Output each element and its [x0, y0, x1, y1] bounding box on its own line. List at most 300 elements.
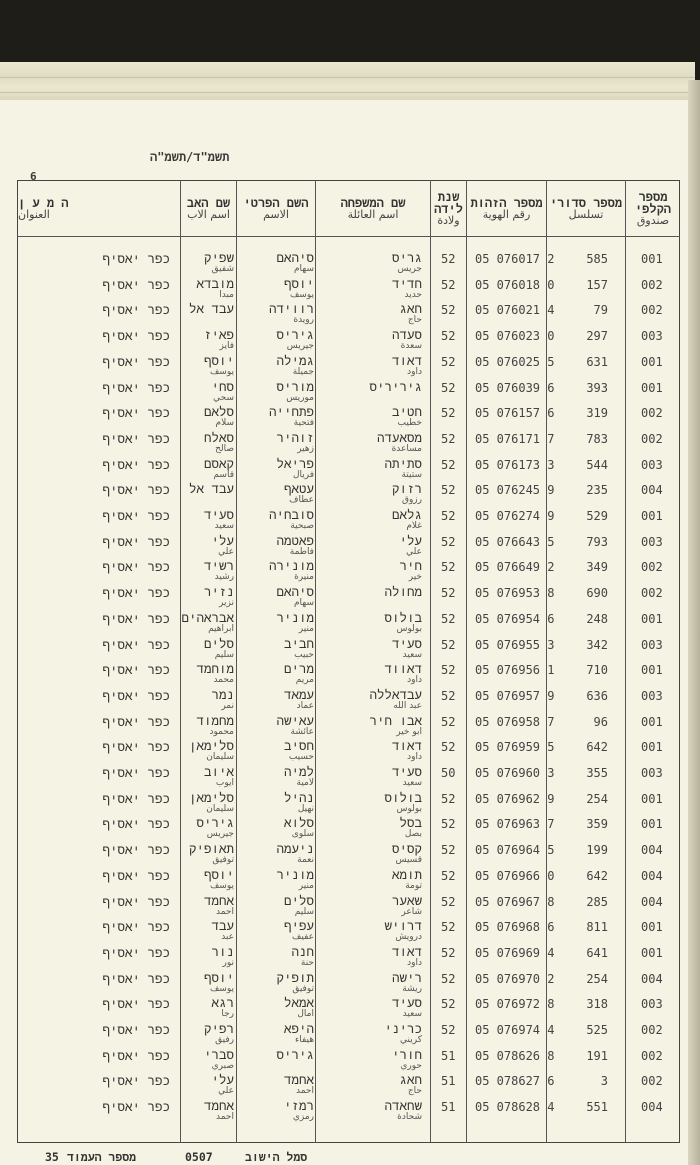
family-name-ar: كريني — [400, 1035, 422, 1045]
first-name-he: מוריס — [276, 378, 314, 394]
serial-number: 319 — [586, 406, 608, 421]
father-name-ar: محمود — [209, 726, 234, 737]
table-row — [17, 428, 680, 454]
box-number: 002 — [641, 303, 663, 318]
box-number: 002 — [641, 277, 663, 292]
family-name-ar: جريس — [397, 264, 422, 274]
header-he-label: מספר הזהות — [470, 196, 543, 210]
father-name-he: יוסף — [203, 969, 234, 985]
id-number: 05 076649 2 — [475, 560, 555, 575]
birth-year: 52 — [441, 406, 456, 421]
father-name-he: רפיק — [203, 1021, 234, 1036]
family-name-he: חיר — [399, 558, 422, 574]
family-name-ar: رزوق — [401, 495, 422, 506]
father-name-ar: عبد — [221, 932, 234, 943]
first-name-he: מוניר — [276, 866, 314, 882]
birth-year: 52 — [441, 714, 456, 729]
birth-year: 51 — [441, 1074, 456, 1089]
first-name-he: מוניר — [276, 609, 314, 625]
address: כפר יאסיף — [102, 636, 170, 652]
family-name-ar: بولوس — [396, 623, 422, 634]
address: כפר יאסיף — [102, 842, 170, 858]
birth-year: 52 — [441, 611, 456, 626]
birth-year: 52 — [441, 971, 456, 986]
id-number: 05 076974 4 — [475, 1023, 555, 1037]
birth-year: 52 — [441, 586, 456, 601]
family-name-he: מסאעדה — [376, 429, 422, 445]
id-number: 05 076245 9 — [475, 483, 555, 498]
box-number: 003 — [641, 534, 663, 549]
column-header-first — [237, 183, 315, 235]
family-name-he: סעיד — [391, 995, 422, 1011]
father-name-he: נמר — [211, 686, 234, 702]
family-name-he: סעדה — [391, 327, 422, 343]
id-number: 05 076956 1 — [475, 663, 555, 678]
serial-number: 642 — [586, 868, 608, 883]
birth-year: 52 — [441, 637, 456, 652]
serial-number: 793 — [586, 534, 608, 549]
family-name-he: רזוק — [391, 481, 422, 497]
id-number: 05 076018 0 — [475, 277, 555, 292]
table-row — [17, 993, 680, 1019]
id-number: 05 076966 0 — [475, 868, 555, 883]
family-name-he: דאוד — [391, 738, 422, 754]
table-row — [17, 531, 680, 557]
serial-number: 585 — [586, 252, 608, 266]
family-name-ar: سعيد — [402, 778, 422, 788]
first-name-he: סלוא — [283, 815, 314, 831]
id-number: 05 076969 4 — [475, 945, 555, 960]
family-name-he: עבדאללה — [369, 686, 422, 702]
id-number: 05 076017 2 — [475, 252, 555, 266]
first-name-he: תופיק — [276, 969, 314, 985]
family-name-he: גיריריס — [369, 378, 422, 394]
box-number: 001 — [641, 509, 663, 523]
id-number: 05 076963 7 — [475, 817, 555, 832]
first-name-ar: حنة — [300, 957, 314, 968]
first-name-he: עאישה — [276, 712, 314, 728]
birth-year: 52 — [441, 509, 456, 523]
header-he-label: מספר הקלפי — [634, 190, 671, 216]
first-name-he: פאטמה — [276, 532, 314, 548]
table-row — [17, 968, 680, 994]
serial-number: 254 — [586, 791, 608, 806]
birth-year: 52 — [441, 303, 456, 318]
birth-year: 52 — [441, 252, 456, 266]
family-name-he: סתיתה — [384, 455, 422, 471]
first-name-ar: موريس — [286, 392, 314, 403]
first-name-he: מרים — [283, 661, 314, 677]
box-number: 001 — [641, 354, 663, 369]
family-name-he: חאג — [399, 301, 422, 317]
footer-page-label: מספר העמוד — [67, 1150, 137, 1164]
family-name-ar: ستيتة — [401, 469, 422, 480]
father-name-he: אחמד — [203, 892, 234, 908]
box-number: 003 — [641, 457, 663, 472]
first-name-ar: نهيل — [297, 803, 314, 814]
family-name-he: קסיס — [391, 841, 422, 857]
id-number: 05 076954 6 — [475, 611, 555, 626]
serial-number: 529 — [586, 509, 608, 523]
first-name-ar: عماد — [296, 700, 314, 711]
table-row — [17, 634, 680, 660]
serial-number: 157 — [586, 277, 608, 292]
first-name-he: פריאל — [276, 455, 314, 471]
family-name-ar: داود — [407, 752, 422, 763]
box-number: 003 — [641, 637, 663, 652]
family-name-ar: حوري — [400, 1060, 422, 1071]
father-name-he: רשיד — [203, 558, 234, 574]
birth-year: 52 — [441, 920, 456, 935]
address: כפר יאסיף — [102, 867, 170, 883]
father-name-he: רגא — [211, 995, 234, 1011]
first-name-he: יוסף — [283, 275, 314, 291]
column-header-address — [18, 183, 180, 235]
father-name-ar: توفيق — [212, 855, 234, 866]
father-name-ar: يوسف — [209, 983, 234, 994]
family-name-ar: درويش — [395, 932, 422, 943]
address: כפר יאסיף — [102, 276, 170, 292]
serial-number: 96 — [593, 714, 608, 729]
table-row — [17, 556, 680, 582]
father-name-ar: سليمان — [206, 752, 234, 763]
id-number: 05 078627 6 — [475, 1074, 555, 1089]
table-row — [17, 736, 680, 762]
father-name-ar: فايز — [219, 341, 234, 352]
father-name-he: סאלח — [203, 429, 234, 445]
first-name-he: גמילה — [276, 352, 314, 368]
father-name-ar: سحي — [213, 392, 234, 403]
serial-number: 359 — [586, 817, 608, 832]
address: כפר יאסיף — [102, 1073, 170, 1089]
family-name-ar: خير — [408, 572, 422, 583]
father-name-ar: سلام — [215, 418, 234, 429]
column-header-serial — [547, 183, 625, 235]
header-ar-label: العنوان — [18, 208, 50, 221]
birth-year: 52 — [441, 534, 456, 549]
father-name-ar: سعيد — [214, 521, 234, 531]
first-name-ar: فاطمة — [289, 546, 314, 557]
box-number: 001 — [641, 714, 663, 729]
serial-number: 544 — [586, 457, 608, 472]
serial-number: 235 — [586, 483, 608, 498]
first-name-he: סיהאם — [276, 584, 314, 600]
address: כפר יאסיף — [102, 405, 170, 421]
father-name-he: אחמד — [203, 1098, 234, 1114]
box-number: 001 — [641, 380, 663, 395]
address: כפר יאסיף — [102, 1047, 170, 1063]
birth-year: 51 — [441, 1048, 456, 1063]
box-number: 003 — [641, 329, 663, 344]
family-name-he: דאוד — [391, 943, 422, 959]
first-name-he: סלים — [283, 892, 314, 908]
father-name-ar: محمد — [213, 675, 234, 686]
father-name-ar: يوسف — [209, 880, 234, 891]
family-name-ar: سعدة — [400, 341, 422, 352]
address: כפר יאסיף — [102, 816, 170, 832]
family-name-he: תומא — [391, 866, 422, 882]
id-number: 05 076025 5 — [475, 354, 555, 369]
serial-number: 631 — [586, 354, 608, 369]
birth-year: 52 — [441, 457, 456, 472]
table-row — [17, 505, 680, 531]
table-row — [17, 1070, 680, 1096]
family-name-ar: قسيس — [395, 855, 422, 866]
serial-number: 690 — [586, 586, 608, 601]
first-name-he: פתחייה — [268, 404, 314, 420]
family-name-ar: حاج — [407, 315, 422, 326]
header-ar-label: الاسم — [263, 208, 289, 221]
address: כפר יאסיף — [102, 585, 170, 601]
first-name-ar: يوسف — [289, 289, 314, 300]
column-header-id — [467, 183, 546, 235]
birth-year: 52 — [441, 843, 456, 858]
family-name-ar: ريشة — [402, 983, 422, 994]
table-row — [17, 299, 680, 325]
father-name-he: פאיז — [203, 327, 234, 343]
serial-number: 783 — [586, 431, 608, 446]
father-name-ar: علي — [218, 546, 234, 557]
first-name-ar: منيرة — [294, 572, 314, 583]
birth-year: 52 — [441, 277, 456, 292]
address: כפר יאסיף — [102, 996, 170, 1012]
first-name-ar: مريم — [295, 675, 314, 686]
father-name-he: סלימאן — [188, 789, 234, 805]
table-row — [17, 1096, 680, 1122]
box-number: 001 — [641, 740, 663, 755]
address: כפר יאסיף — [102, 482, 170, 498]
first-name-ar: زهير — [297, 443, 314, 454]
table-row — [17, 479, 680, 505]
address: כפר יאסיף — [102, 328, 170, 344]
serial-number: 199 — [586, 843, 608, 858]
id-number: 05 076970 2 — [475, 971, 555, 986]
serial-number: 710 — [586, 663, 608, 678]
first-name-he: היפא — [283, 1021, 314, 1036]
father-name-ar: ابراهيم — [208, 623, 234, 634]
serial-number: 3 — [600, 1074, 608, 1089]
serial-number: 349 — [586, 560, 608, 575]
table-row — [17, 659, 680, 685]
father-name-he: נור — [211, 943, 234, 959]
id-number: 05 078626 8 — [475, 1048, 555, 1063]
id-number: 05 076643 5 — [475, 534, 555, 549]
address: כפר יאסיף — [102, 893, 170, 909]
column-header-father — [181, 183, 236, 235]
first-name-he: עטאף — [283, 481, 314, 497]
first-name-ar: سهام — [293, 264, 314, 274]
table-row — [17, 788, 680, 814]
first-name-he: אחמד — [283, 1072, 314, 1088]
box-number: 004 — [641, 843, 663, 858]
address: כפר יאסיף — [102, 559, 170, 575]
table-row — [17, 711, 680, 737]
footer-page-value: 35 — [45, 1150, 59, 1164]
family-name-he: דרויש — [384, 918, 422, 934]
serial-number: 254 — [586, 971, 608, 986]
father-name-ar: ايوب — [215, 778, 234, 788]
family-name-ar: سعيد — [402, 1009, 422, 1020]
header-divider — [17, 236, 680, 237]
address: כפר יאסיף — [102, 765, 170, 780]
table-row — [17, 351, 680, 377]
table-row — [17, 248, 680, 274]
birth-year: 52 — [441, 945, 456, 960]
father-name-he: מובדא — [196, 275, 234, 291]
family-name-he: סעיד — [391, 635, 422, 651]
first-name-ar: عفيف — [292, 932, 314, 943]
serial-number: 285 — [586, 894, 608, 909]
serial-number: 318 — [586, 997, 608, 1012]
box-number: 001 — [641, 817, 663, 832]
address: כפר יאסיף — [102, 919, 170, 935]
serial-number: 191 — [586, 1048, 608, 1063]
box-number: 002 — [641, 406, 663, 421]
father-name-he: עבד — [211, 918, 234, 934]
table-row — [17, 582, 680, 608]
address: כפר יאסיף — [102, 508, 170, 523]
id-number: 05 076967 8 — [475, 894, 555, 909]
family-name-ar: شحادة — [397, 1112, 422, 1123]
header-ar-label: اسم العائلة — [347, 208, 399, 221]
address: כפר יאסיף — [102, 610, 170, 626]
first-name-he: סובחיה — [268, 507, 314, 522]
first-name-ar: رويدة — [293, 315, 314, 326]
box-number: 001 — [641, 663, 663, 678]
table-row — [17, 1045, 680, 1071]
family-name-he: דאווד — [384, 661, 422, 677]
address: כפר יאסיף — [102, 970, 170, 986]
id-number: 05 076955 3 — [475, 637, 555, 652]
box-number: 003 — [641, 688, 663, 703]
serial-number: 79 — [593, 303, 608, 318]
first-name-he: מונירה — [268, 558, 314, 574]
header-he-label: שם האב — [186, 196, 231, 210]
id-number: 05 076958 7 — [475, 714, 555, 729]
family-name-ar: سعيد — [402, 649, 422, 660]
father-name-he: עלי — [211, 532, 234, 548]
id-number: 05 076173 3 — [475, 457, 555, 472]
serial-number: 393 — [586, 380, 608, 395]
birth-year: 52 — [441, 663, 456, 678]
family-name-he: כריני — [384, 1021, 422, 1036]
first-name-he: אמאל — [283, 995, 314, 1011]
header-ar-label: رقم الهوية — [482, 208, 531, 221]
box-number: 004 — [641, 483, 663, 498]
family-name-ar: بصل — [404, 829, 422, 840]
table-row — [17, 377, 680, 403]
birth-year: 52 — [441, 894, 456, 909]
footer-settlement-label: סמל הישוב — [245, 1150, 308, 1164]
header-he-label: ה מ ע ן — [18, 196, 69, 210]
table-row — [17, 325, 680, 351]
box-number: 003 — [641, 997, 663, 1012]
address: כפר יאסיף — [102, 713, 170, 729]
father-name-ar: جيريس — [206, 829, 234, 840]
box-number: 001 — [641, 252, 663, 266]
father-name-ar: صالح — [215, 443, 234, 454]
id-number: 05 076962 9 — [475, 791, 555, 806]
address: כפר יאסיף — [102, 251, 170, 266]
family-name-he: בולוס — [384, 789, 422, 805]
birth-year: 50 — [441, 766, 456, 780]
address: כפר יאסיף — [102, 687, 170, 703]
family-name-he: חטיב — [391, 404, 422, 420]
family-name-ar: بولوس — [396, 803, 422, 814]
family-name-ar: غلام — [406, 521, 422, 531]
first-name-he: עפיף — [283, 918, 314, 934]
family-name-ar: داود — [407, 957, 422, 968]
serial-number: 297 — [586, 329, 608, 344]
address: כפר יאסיף — [102, 1099, 170, 1115]
id-number: 05 076953 8 — [475, 586, 555, 601]
family-name-he: אבו חיר — [369, 712, 422, 728]
father-name-ar: شفيق — [211, 264, 234, 274]
box-number: 002 — [641, 1023, 663, 1037]
first-name-he: סיהאם — [276, 250, 314, 265]
family-name-he: רישה — [391, 969, 422, 985]
father-name-he: עבד אל — [188, 481, 234, 497]
family-name-he: בסל — [399, 815, 422, 831]
table-row — [17, 916, 680, 942]
first-name-ar: لامية — [296, 778, 314, 788]
box-number: 004 — [641, 894, 663, 909]
id-number: 05 076023 0 — [475, 329, 555, 344]
box-number: 002 — [641, 560, 663, 575]
father-name-he: שפיק — [203, 250, 234, 265]
box-number: 002 — [641, 1074, 663, 1089]
id-number: 05 076039 6 — [475, 380, 555, 395]
family-name-he: חורי — [391, 1046, 422, 1062]
first-name-he: גיריס — [276, 327, 314, 343]
family-name-he: חדיד — [391, 275, 422, 291]
first-name-he: למיה — [283, 764, 314, 779]
first-name-ar: فريال — [292, 469, 314, 480]
father-name-ar: رفيق — [215, 1035, 234, 1045]
table-row — [17, 1019, 680, 1045]
address: כפר יאסיף — [102, 533, 170, 549]
header-ar-label: تسلسل — [568, 208, 604, 221]
table-row — [17, 839, 680, 865]
family-name-ar: مساعدة — [391, 443, 422, 454]
father-name-he: יוסף — [203, 352, 234, 368]
family-name-ar: عبد الله — [393, 700, 422, 711]
father-name-ar: نور — [222, 957, 234, 968]
box-number: 001 — [641, 611, 663, 626]
birth-year: 52 — [441, 329, 456, 344]
id-number: 05 076968 6 — [475, 920, 555, 935]
id-number: 05 076021 4 — [475, 303, 555, 318]
table-row — [17, 685, 680, 711]
table-row — [17, 891, 680, 917]
address: כפר יאסיף — [102, 379, 170, 395]
table-row — [17, 274, 680, 300]
family-name-he: דאוד — [391, 352, 422, 368]
father-name-he: גיריס — [196, 815, 234, 831]
father-name-he: תאופיק — [188, 841, 234, 857]
family-name-he: בולוס — [384, 609, 422, 625]
first-name-he: גיריס — [276, 1046, 314, 1062]
first-name-ar: توفيق — [292, 983, 314, 994]
birth-year: 52 — [441, 1023, 456, 1037]
birth-year: 52 — [441, 791, 456, 806]
father-name-he: קאסם — [203, 455, 234, 471]
family-name-he: עלי — [399, 532, 422, 548]
box-number: 004 — [641, 971, 663, 986]
father-name-he: סלימאן — [188, 738, 234, 754]
first-name-ar: نعمة — [297, 855, 314, 866]
first-name-he: זוהיר — [276, 429, 314, 445]
